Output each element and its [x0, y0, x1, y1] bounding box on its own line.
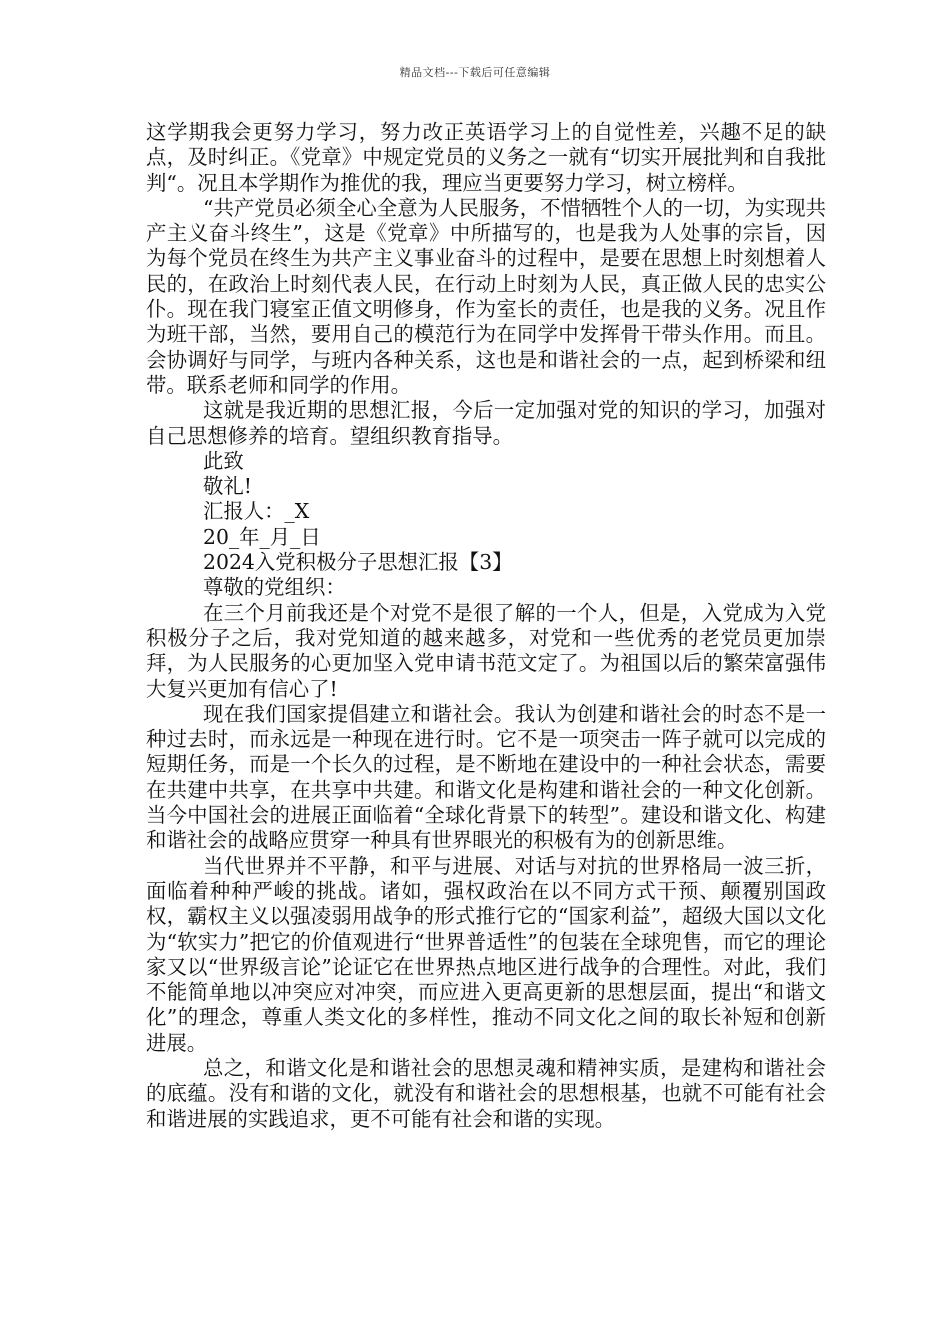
paragraph-study-goals: 这学期我会更努力学习，努力改正英语学习上的自觉性差，兴趣不足的缺点，及时纠正。《党章》中规定党员的义务之一就有“切实开展批判和自我批判“。况且本学期作为推优的我，理应当更要努力学习，树立榜样。	[146, 120, 826, 195]
closing-respect: 敬礼!	[203, 474, 252, 499]
paragraph-summary: 这就是我近期的思想汇报，今后一定加强对党的知识的学习，加强对自己思想修养的培育。望组织教育指导。	[146, 398, 826, 448]
report-date: 20_年_月_日	[203, 524, 321, 549]
page-header: 精品文档---下载后可任意编辑	[399, 66, 551, 79]
paragraph-conclusion: 总之，和谐文化是和谐社会的思想灵魂和精神实质，是建构和谐社会的底蕴。没有和谐的文化，就没有和谐社会的思想根基，也就不可能有社会和谐进展的实践追求，更不可能有社会和谐的实现。	[146, 1055, 826, 1131]
paragraph-world-situation: 当代世界并不平静，和平与进展、对话与对抗的世界格局一波三折，面临着种种严峻的挑战。诸如，强权政治在以不同方式干预、颠覆别国政权，霸权主义以强凌弱用战争的形式推行它的“国家利益”，超级大国以文化为“软实力”把它的价值观进行“世界普适性”的包装在全球兜售，而它的理论家又以“世界级言论”论证它在世界热点地区进行战争的合理性。对此，我们不能简单地以冲突应对冲突，而应进入更高更新的思想层面，提出“和谐文化”的理念，尊重人类文化的多样性，推动不同文化之间的取长补短和创新进展。	[146, 853, 826, 1055]
paragraph-harmonious-society: 现在我们国家提倡建立和谐社会。我认为创建和谐社会的时态不是一种过去时，而永远是一种现在进行时。它不是一项突击一阵子就可以完成的短期任务，而是一个长久的过程，是不断地在建设中的一种社会状态，需要在共建中共享，在共享中共建。和谐文化是构建和谐社会的一种文化创新。当今中国社会的进展正面临着“全球化背景下的转型”。建设和谐文化、构建和谐社会的战略应贯穿一种具有世界眼光的积极有为的创新思维。	[146, 701, 826, 853]
reporter-name: 汇报人：_X	[203, 499, 310, 524]
greeting: 尊敬的党组织：	[203, 575, 346, 600]
paragraph-party-duty: “共产党员必须全心全意为人民服务，不惜牺牲个人的一切，为实现共产主义奋斗终生”，这是《党章》中所描写的，也是我为人处事的宗旨，因为每个党员在终生为共产主义事业奋斗的过程中，是要在思想上时刻想着人民的，在政治上时刻代表人民，在行动上时刻为人民，真正做人民的忠实公仆。现在我门寝室正值文明修身，作为室长的责任，也是我的义务。况且作为班干部，当然，要用自己的模范行为在同学中发挥骨干带头作用。而且。会协调好与同学，与班内各种关系，这也是和谐社会的一点，起到桥梁和纽带。联系老师和同学的作用。	[146, 195, 826, 397]
document-body	[146, 120, 826, 1132]
section-title: 2024入党积极分子思想汇报【3】	[203, 550, 513, 575]
paragraph-three-months: 在三个月前我还是个对党不是很了解的一个人，但是，入党成为入党积极分子之后，我对党知道的越来越多，对党和一些优秀的老党员更加崇拜，为人民服务的心更加坚入党申请书范文定了。为祖国以后的繁荣富强伟大复兴更加有信心了!	[146, 600, 826, 701]
closing-salutation: 此致	[203, 448, 244, 473]
